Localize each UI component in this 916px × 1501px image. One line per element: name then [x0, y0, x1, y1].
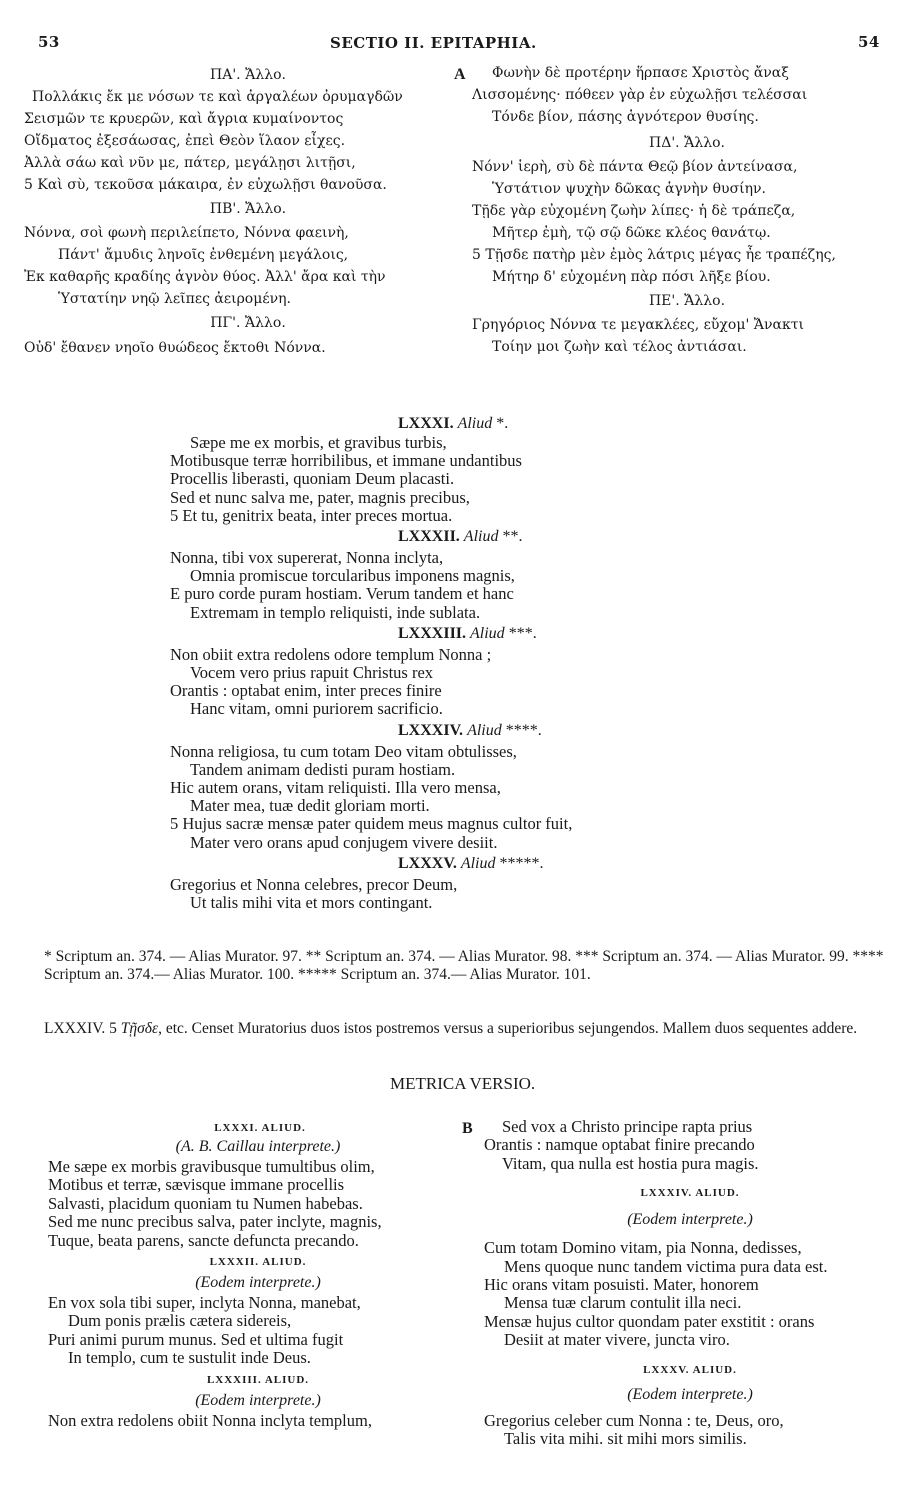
latin-heading — [170, 852, 730, 876]
verse-line: Ὑστάτιον ψυχὴν δῶκας ἁγνὴν θυσίην. — [492, 181, 766, 197]
latin-line: Mater vero orans apud conjugem vivere desiit. — [190, 832, 498, 852]
version-heading: LXXXII. ALIUD. — [209, 1256, 307, 1269]
latin-line: Sed et nunc salva me, pater, magnis precibus, — [170, 487, 470, 507]
version-line: Mensæ hujus cultor quondam pater exstitit : orans — [484, 1311, 815, 1331]
version-line: Cum totam Domino vitam, pia Nonna, dedisses, — [484, 1238, 802, 1258]
version-line: Mensa tuæ clarum contulit illa neci. — [504, 1293, 742, 1313]
heading-word: Aliud — [460, 854, 496, 872]
latin-heading — [170, 525, 730, 549]
page-number-left: 53 — [38, 33, 60, 51]
heading-word: Aliud — [470, 624, 505, 642]
version-line: Hic orans vitam posuisti. Mater, honorem — [484, 1275, 759, 1295]
version-line: Gregorius celeber cum Nonna : te, Deus, oro, — [484, 1410, 784, 1430]
verse-line: Λισσομένης· πόθεεν γὰρ ἐν εὐχωλῇσι τελέσσαι — [472, 87, 808, 103]
version-line: Tuque, beata parens, sancte defuncta precando. — [48, 1230, 359, 1250]
footnote-mark: *. — [496, 415, 509, 432]
verse-line: Νόννα, σοὶ φωνὴ περιλείπετο, Νόννα φαεινὴ, — [24, 225, 349, 241]
latin-line: Nonna, tibi vox supererat, Nonna inclyta, — [170, 548, 444, 568]
heading-number: LXXXIII. — [398, 624, 467, 642]
interpreter-note: (Eodem interprete.) — [195, 1274, 321, 1292]
version-line: En vox sola tibi super, inclyta Nonna, manebat, — [48, 1293, 361, 1313]
latin-line: Omnia promiscue torcularibus imponens magnis, — [190, 566, 515, 586]
verse-line: Σεισμῶν τε κρυερῶν, καὶ ἄγρια κυμαίνοντος — [24, 111, 344, 127]
version-line: Me sæpe ex morbis gravibusque tumultibus olim, — [48, 1157, 375, 1176]
latin-line: Hic autem orans, vitam reliquisti. Illa vero mensa, — [170, 778, 501, 798]
latin-line: Sæpe me ex morbis, et gravibus turbis, — [190, 433, 447, 452]
verse-line: 5 Τῇσδε πατὴρ μὲν ἐμὸς λάτρις μέγας ἦε τραπέζης, — [472, 247, 836, 263]
verse-line: Ἐκ καθαρῆς κραδίης ἁγνὸν θύος. Ἀλλ' ἄρα καὶ τὴν — [24, 269, 386, 285]
version-line: Sed me nunc precibus salva, pater inclyte, magnis, — [48, 1212, 382, 1232]
version-line: Non extra redolens obiit Nonna inclyta templum, — [48, 1410, 372, 1430]
metrica-right-column — [484, 1118, 896, 1448]
heading-number: LXXXI. — [398, 415, 454, 432]
heading-number: LXXXII. — [398, 528, 460, 546]
latin-heading — [170, 719, 730, 743]
version-line: Vitam, qua nulla est hostia pura magis. — [502, 1153, 759, 1173]
heading-word: Aliud — [463, 528, 499, 546]
greek-right-column — [472, 62, 902, 358]
version-line: Motibus et terræ, sævisque immane procellis — [48, 1175, 345, 1195]
verse-line: Πάντ' ἄμυδις ληνοῖς ἐνθεμένη μεγάλοις, — [58, 247, 349, 263]
epigram-heading: ΠΓ'. Ἄλλο. — [210, 315, 286, 331]
verse-line: Ἀλλὰ σάω καὶ νῦν με, πάτερ, μεγάλῃσι λιτῇσι, — [24, 155, 356, 171]
margin-letter-a: A — [454, 66, 466, 83]
verse-line: Οἴδματος ἐξεσάωσας, ἐπεὶ Θεὸν ἵλαον εἶχες. — [24, 133, 346, 149]
version-line: Sed vox a Christo principe rapta prius — [502, 1117, 753, 1136]
commentary-greek-word: Τῇσδε — [120, 1020, 159, 1037]
latin-line: Orantis : optabat enim, inter preces finire — [170, 681, 442, 701]
version-heading: LXXXI. ALIUD. — [214, 1122, 306, 1134]
latin-heading — [170, 412, 730, 434]
latin-heading — [170, 622, 730, 646]
verse-line: Ὑστατίην νηῷ λεῖπες ἀειρομένη. — [58, 291, 291, 307]
commentary-text: , etc. Censet Muratorius duos istos postremos versus a superioribus sejungendos. Mallem duos sequentes addere. — [158, 1020, 858, 1037]
latin-line: Gregorius et Nonna celebres, precor Deum, — [170, 874, 458, 894]
footnotes: * Scriptum an. 374. — Alias Murator. 97. ** Scriptum an. 374. — Alias Murator. 98. *** Scriptum an. 374. — Alias Murator. 99. **** Scriptum an. 374.— Alias Murator. 100. ***** Scriptum an. 374.— Alias Murator. 101. — [44, 948, 884, 983]
version-line: Salvasti, placidum quoniam tu Numen habebas. — [48, 1193, 363, 1213]
metrica-left-column — [48, 1122, 468, 1430]
latin-line: Motibusque terræ horribilibus, et immane undantibus — [170, 451, 522, 471]
heading-word: Aliud — [467, 721, 502, 739]
version-line: Talis vita mihi. sit mihi mors similis. — [504, 1429, 747, 1449]
version-heading: LXXXV. ALIUD. — [643, 1363, 737, 1376]
latin-line: Vocem vero prius rapuit Christus rex — [190, 663, 434, 683]
verse-line: Νόνν' ἱερὴ, σὺ δὲ πάντα Θεῷ βίον ἀντείνασα, — [472, 159, 798, 175]
latin-line: Non obiit extra redolens odore templum Nonna ; — [170, 644, 492, 664]
epigram-heading: ΠΔ'. Ἄλλο. — [649, 135, 725, 151]
verse-line: Τοίην μοι ζωὴν καὶ τέλος ἀντιάσαι. — [492, 339, 747, 355]
verse-line: Τῇδε γὰρ εὐχομένη ζωὴν λίπες· ἡ δὲ τράπεζα, — [472, 203, 796, 219]
latin-line: Procellis liberasti, quoniam Deum placasti. — [170, 469, 455, 489]
verse-line: Μῆτερ ἐμὴ, τῷ σῷ δῶκε κλέος θανάτῳ. — [492, 225, 771, 241]
version-line: In templo, cum te sustulit inde Deus. — [68, 1348, 311, 1368]
latin-line: E puro corde puram hostiam. Verum tandem et hanc — [170, 584, 514, 604]
latin-translation — [170, 412, 730, 912]
epigram-heading: ΠΒ'. Ἄλλο. — [209, 201, 287, 217]
latin-line: 5 Hujus sacræ mensæ pater quidem meus magnus cultor fuit, — [170, 814, 573, 834]
epigram-heading: ΠΑ'. Ἄλλο. — [210, 67, 286, 83]
interpreter-note: (Eodem interprete.) — [627, 1385, 753, 1403]
commentary-ref: LXXXIV. 5 — [44, 1020, 117, 1037]
latin-line: Mater mea, tuæ dedit gloriam morti. — [190, 796, 430, 816]
margin-letter-b: B — [462, 1120, 473, 1137]
version-line: Orantis : namque optabat finire precando — [484, 1135, 755, 1155]
interpreter-note: (Eodem interprete.) — [627, 1211, 753, 1229]
commentary — [44, 1020, 894, 1038]
heading-number: LXXXV. — [398, 854, 457, 872]
greek-left-column — [24, 64, 452, 359]
epigram-heading: ΠΕ'. Ἄλλο. — [648, 293, 726, 309]
heading-number: LXXXIV. — [398, 721, 464, 739]
interpreter-note: (A. B. Caillau interprete.) — [175, 1138, 341, 1155]
version-line: Dum ponis prælis cætera sidereis, — [68, 1311, 292, 1331]
footnote-mark: *****. — [499, 854, 544, 872]
version-heading: LXXXIV. ALIUD. — [640, 1187, 740, 1200]
latin-line: Ut talis mihi vita et mors contingant. — [190, 893, 433, 913]
verse-line: Πολλάκις ἔκ με νόσων τε καὶ ἀργαλέων ὀρυμαγδῶν — [32, 89, 403, 105]
footnote-mark: ****. — [505, 721, 542, 739]
footnote-mark: ***. — [508, 624, 537, 642]
verse-line: Οὐδ' ἔθανεν νηοῖο θυώδεος ἔκτοθι Νόννα. — [24, 340, 326, 356]
version-heading: LXXXIII. ALIUD. — [206, 1373, 310, 1386]
latin-line: Tandem animam dedisti puram hostiam. — [190, 759, 456, 779]
verse-line: Φωνὴν δὲ προτέρην ἥρπασε Χριστὸς ἄναξ — [492, 65, 789, 81]
page-number-right: 54 — [858, 33, 880, 51]
heading-word: Aliud — [457, 415, 493, 432]
verse-line: Μήτηρ δ' εὐχομένη πὰρ πόσι λῆξε βίου. — [492, 269, 771, 285]
running-title: SECTIO II. EPITAPHIA. — [330, 34, 537, 52]
latin-line: 5 Et tu, genitrix beata, inter preces mortua. — [170, 505, 453, 525]
version-line: Desiit at mater vivere, juncta viro. — [504, 1330, 730, 1350]
version-line: Mens quoque nunc tandem victima pura data est. — [504, 1256, 828, 1276]
section-title: METRICA VERSIO. — [390, 1074, 536, 1093]
verse-line: 5 Καὶ σὺ, τεκοῦσα μάκαιρα, ἐν εὐχωλῇσι θανοῦσα. — [24, 177, 387, 193]
latin-line: Nonna religiosa, tu cum totam Deo vitam obtulisses, — [170, 741, 517, 761]
latin-line: Extremam in templo reliquisti, inde sublata. — [190, 602, 481, 622]
verse-line: Τόνδε βίον, πάσης ἁγνότερον θυσίης. — [492, 109, 759, 125]
footnote-mark: **. — [502, 528, 523, 546]
interpreter-note: (Eodem interprete.) — [195, 1391, 321, 1409]
version-line: Puri animi purum munus. Sed et ultima fugit — [48, 1329, 344, 1349]
verse-line: Γρηγόριος Νόννα τε μεγακλέες, εὔχομ' Ἄνακτι — [472, 317, 804, 333]
latin-line: Hanc vitam, omni puriorem sacrificio. — [190, 699, 443, 719]
